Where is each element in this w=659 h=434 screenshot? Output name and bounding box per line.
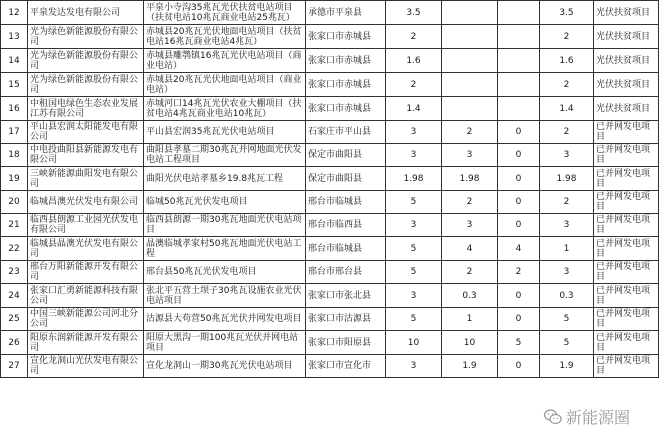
row-number: 15 (1, 73, 28, 97)
project-remark: 已并网发电项目 (594, 331, 659, 355)
project-remark: 光伏扶贫项目 (594, 49, 659, 73)
project-remark: 已并网发电项目 (594, 144, 659, 167)
capacity-value: 1.4 (386, 97, 442, 121)
column-value-3: 0 (498, 284, 540, 308)
capacity-value: 5 (386, 308, 442, 331)
row-number: 24 (1, 284, 28, 308)
column-value-4: 0.3 (540, 284, 594, 308)
column-value-4: 5 (540, 331, 594, 355)
capacity-value: 3 (386, 355, 442, 378)
project-location: 邢台市临西县 (306, 214, 386, 237)
project-location: 承德市平泉县 (306, 1, 386, 25)
project-remark: 光伏扶贫项目 (594, 73, 659, 97)
column-value-4: 2 (540, 191, 594, 214)
company-name: 临城县晶澳光伏发电有限公司 (28, 237, 144, 261)
table-row (1, 1, 659, 25)
capacity-value: 10 (386, 331, 442, 355)
project-name: 临城50兆瓦光伏发电项目 (144, 191, 306, 214)
watermark-text: 新能源圈 (565, 408, 630, 427)
project-name: 赤城县雕鹗镇16兆瓦光伏电站项目（商业电站） (144, 49, 306, 73)
project-location: 邢台市临城县 (306, 237, 386, 261)
project-name: 平山县宏润35兆瓦光伏电站项目 (144, 121, 306, 144)
capacity-value: 3 (386, 144, 442, 167)
company-name: 光为绿色新能源股份有限公司 (28, 49, 144, 73)
project-name: 临西县朗源一期30兆瓦地面光伏电站项目 (144, 214, 306, 237)
column-value-3: 0 (498, 355, 540, 378)
project-remark: 已并网发电项目 (594, 355, 659, 378)
row-number: 19 (1, 167, 28, 191)
project-name: 曲阳县孝墓二期30兆瓦并网地面光伏发电站工程项目 (144, 144, 306, 167)
row-number: 21 (1, 214, 28, 237)
column-value-4: 2 (540, 73, 594, 97)
capacity-value: 3.5 (386, 1, 442, 25)
project-remark: 已并网发电项目 (594, 191, 659, 214)
column-value-3: 2 (498, 261, 540, 284)
capacity-value: 3 (386, 121, 442, 144)
column-value-3 (498, 97, 540, 121)
project-location: 张家口市赤城县 (306, 73, 386, 97)
column-value-3: 4 (498, 237, 540, 261)
table-row (1, 191, 659, 214)
column-value-3 (498, 73, 540, 97)
company-name: 阳原东润新能源开发有限公司 (28, 331, 144, 355)
column-value-3 (498, 25, 540, 49)
project-name: 赤城河口14兆瓦光伏农业大棚项目（扶贫电站4兆瓦商业电站10兆瓦） (144, 97, 306, 121)
project-remark: 光伏扶贫项目 (594, 97, 659, 121)
company-name: 平山县宏润太阳能发电有限公司 (28, 121, 144, 144)
capacity-value: 5 (386, 191, 442, 214)
project-location: 张家口市赤城县 (306, 25, 386, 49)
capacity-value: 2 (386, 73, 442, 97)
company-name: 中电投曲阳县新能源发电有限公司 (28, 144, 144, 167)
project-remark: 已并网发电项目 (594, 284, 659, 308)
table-row (1, 25, 659, 49)
column-value-3: 0 (498, 144, 540, 167)
company-name: 临西县朗源工业园光伏发电有限公司 (28, 214, 144, 237)
column-value-4: 2 (540, 121, 594, 144)
column-value-4: 5 (540, 308, 594, 331)
company-name: 临城昌澳光伏发电有限公司 (28, 191, 144, 214)
row-number: 13 (1, 25, 28, 49)
column-value-4: 1.6 (540, 49, 594, 73)
column-value-4: 1.9 (540, 355, 594, 378)
column-value-2: 4 (442, 237, 498, 261)
company-name: 光为绿色新能源股份有限公司 (28, 25, 144, 49)
capacity-value: 5 (386, 261, 442, 284)
column-value-4: 3.5 (540, 1, 594, 25)
table-row (1, 355, 659, 378)
project-remark: 光伏扶贫项目 (594, 25, 659, 49)
table-row (1, 121, 659, 144)
project-remark: 已并网发电项目 (594, 214, 659, 237)
column-value-2: 2 (442, 191, 498, 214)
project-location: 邢台市临城县 (306, 191, 386, 214)
table-row (1, 237, 659, 261)
row-number: 20 (1, 191, 28, 214)
project-location: 张家口市宣化市 (306, 355, 386, 378)
watermark (544, 405, 630, 428)
row-number: 23 (1, 261, 28, 284)
project-name: 赤城县20兆瓦光伏地面电站项目（商业电站） (144, 73, 306, 97)
table-row (1, 284, 659, 308)
column-value-3: 0 (498, 167, 540, 191)
column-value-4: 3 (540, 261, 594, 284)
project-location: 张家口市赤城县 (306, 49, 386, 73)
project-location: 张家口市阳原县 (306, 331, 386, 355)
table-row (1, 144, 659, 167)
project-name: 晶澳临城孝家村50兆瓦地面光伏电站工程 (144, 237, 306, 261)
column-value-2: 10 (442, 331, 498, 355)
capacity-value: 2 (386, 25, 442, 49)
row-number: 16 (1, 97, 28, 121)
row-number: 12 (1, 1, 28, 25)
project-location: 张家口市沽源县 (306, 308, 386, 331)
project-location: 保定市曲阳县 (306, 167, 386, 191)
column-value-3 (498, 1, 540, 25)
column-value-2 (442, 97, 498, 121)
column-value-3: 0 (498, 308, 540, 331)
column-value-4: 1.98 (540, 167, 594, 191)
column-value-2 (442, 25, 498, 49)
wechat-icon (544, 409, 562, 425)
row-number: 18 (1, 144, 28, 167)
company-name: 平泉发达发电有限公司 (28, 1, 144, 25)
table-row (1, 214, 659, 237)
project-remark: 已并网发电项目 (594, 308, 659, 331)
column-value-2 (442, 49, 498, 73)
column-value-4: 3 (540, 144, 594, 167)
project-location: 张家口市赤城县 (306, 97, 386, 121)
row-number: 25 (1, 308, 28, 331)
row-number: 26 (1, 331, 28, 355)
column-value-2: 0.3 (442, 284, 498, 308)
project-remark: 光伏扶贫项目 (594, 1, 659, 25)
project-name: 宣化龙洞山一期30兆瓦光伏电站项目 (144, 355, 306, 378)
company-name: 中国三峡新能源公司河北分公司 (28, 308, 144, 331)
row-number: 27 (1, 355, 28, 378)
column-value-2: 3 (442, 144, 498, 167)
table-row (1, 331, 659, 355)
capacity-value: 5 (386, 237, 442, 261)
row-number: 22 (1, 237, 28, 261)
column-value-4: 1.4 (540, 97, 594, 121)
table-row (1, 97, 659, 121)
company-name: 中租国电绿色生态农业发展江苏有限公司 (28, 97, 144, 121)
project-remark: 已并网发电项目 (594, 237, 659, 261)
capacity-value: 1.6 (386, 49, 442, 73)
project-remark: 已并网发电项目 (594, 167, 659, 191)
column-value-2: 1.9 (442, 355, 498, 378)
project-name: 曲阳光伏电站孝墓乡19.8兆瓦工程 (144, 167, 306, 191)
project-name: 赤城县20兆瓦光伏地面电站项目（扶贫电站16兆瓦商业电站4兆瓦） (144, 25, 306, 49)
column-value-2 (442, 73, 498, 97)
project-location: 张家口市张北县 (306, 284, 386, 308)
column-value-2: 1.98 (442, 167, 498, 191)
project-name: 沽源县大苟营50兆瓦光伏并网发电项目 (144, 308, 306, 331)
column-value-3: 0 (498, 121, 540, 144)
company-name: 宣化龙洞山光伏发电有限公司 (28, 355, 144, 378)
column-value-2 (442, 1, 498, 25)
column-value-4: 2 (540, 25, 594, 49)
column-value-2: 1 (442, 308, 498, 331)
company-name: 三峡新能源曲阳发电有限公司 (28, 167, 144, 191)
project-remark: 已并网发电项目 (594, 121, 659, 144)
project-location: 邢台市邢台县 (306, 261, 386, 284)
column-value-3: 0 (498, 214, 540, 237)
project-location: 保定市曲阳县 (306, 144, 386, 167)
company-name: 张家口汇勇新能源科技有限公司 (28, 284, 144, 308)
project-location: 石家庄市平山县 (306, 121, 386, 144)
table-row (1, 167, 659, 191)
table-row (1, 308, 659, 331)
company-name: 光为绿色新能源股份有限公司 (28, 73, 144, 97)
table-row (1, 49, 659, 73)
project-name: 张北平五营土坝子30兆瓦设施农业光伏电站项目 (144, 284, 306, 308)
project-name: 邢台县50兆瓦光伏发电项目 (144, 261, 306, 284)
column-value-3: 0 (498, 191, 540, 214)
table-row (1, 73, 659, 97)
column-value-4: 3 (540, 214, 594, 237)
column-value-2: 3 (442, 214, 498, 237)
project-remark: 已并网发电项目 (594, 261, 659, 284)
row-number: 14 (1, 49, 28, 73)
row-number: 17 (1, 121, 28, 144)
column-value-3: 5 (498, 331, 540, 355)
capacity-value: 1.98 (386, 167, 442, 191)
project-name: 平泉小寺沟35兆瓦光伏扶贫电站项目（扶贫电站10兆瓦商业电站25兆瓦） (144, 1, 306, 25)
column-value-4: 1 (540, 237, 594, 261)
column-value-2: 2 (442, 121, 498, 144)
table-row (1, 261, 659, 284)
project-name: 阳原大黑沟一期100兆瓦光伏并网电站项目 (144, 331, 306, 355)
column-value-3 (498, 49, 540, 73)
column-value-2: 2 (442, 261, 498, 284)
company-name: 邢台万阳新能源开发有限公司 (28, 261, 144, 284)
capacity-value: 3 (386, 214, 442, 237)
capacity-value: 3 (386, 284, 442, 308)
